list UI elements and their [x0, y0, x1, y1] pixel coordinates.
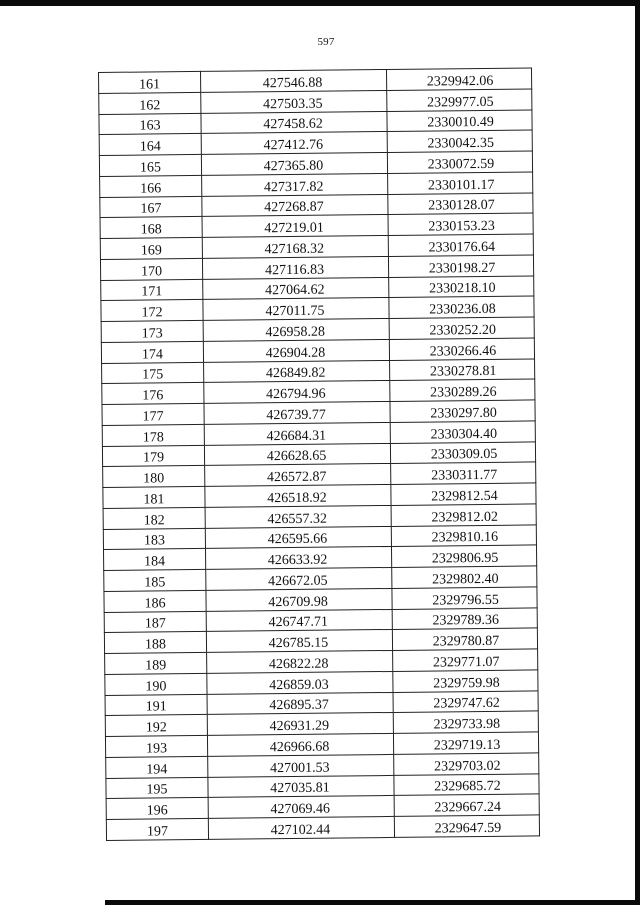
cell-text: 2329977.05: [427, 94, 494, 111]
cell-text: 171: [141, 284, 163, 300]
cell-text: 170: [141, 263, 163, 280]
cell-text: 426739.77: [266, 407, 326, 424]
point-number-cell: [102, 383, 204, 405]
cell-text: 179: [142, 450, 165, 466]
cell-text: 183: [143, 533, 165, 549]
y-coordinate-cell: [390, 421, 535, 443]
cell-text: 427035.81: [270, 780, 330, 797]
cell-text: 197: [146, 824, 169, 840]
cell-text: 181: [143, 492, 165, 508]
cell-text: 426595.66: [267, 532, 328, 548]
cell-text: 426794.96: [266, 386, 326, 403]
cell-text: 2330236.08: [429, 301, 496, 318]
cell-text: 192: [145, 720, 167, 736]
cell-text: 426557.32: [267, 511, 328, 527]
cell-text: 186: [144, 595, 166, 612]
y-coordinate-cell: [387, 151, 532, 173]
x-coordinate-cell: [205, 505, 391, 528]
point-number-cell: [105, 735, 207, 757]
cell-text: 191: [145, 699, 167, 715]
point-number-cell: [105, 715, 207, 737]
y-coordinate-cell: [389, 275, 534, 297]
cell-text: 177: [142, 409, 164, 425]
table-row: [106, 815, 539, 840]
cell-text: 426518.92: [267, 490, 327, 507]
x-coordinate-cell: [205, 484, 391, 507]
x-coordinate-cell: [202, 235, 388, 258]
y-coordinate-cell: [388, 192, 533, 214]
cell-text: 427102.44: [270, 822, 331, 839]
x-coordinate-cell: [204, 443, 390, 466]
cell-text: 190: [145, 678, 167, 695]
y-coordinate-cell: [387, 130, 532, 152]
point-number-cell: [106, 798, 208, 820]
cell-text: 426672.05: [268, 573, 328, 590]
cell-text: 185: [144, 575, 166, 591]
y-coordinate-cell: [388, 234, 533, 256]
cell-text: 427168.32: [264, 241, 325, 258]
x-coordinate-cell: [206, 588, 392, 611]
y-coordinate-cell: [394, 794, 539, 816]
cell-text: 426966.68: [269, 739, 330, 756]
x-coordinate-cell: [201, 152, 387, 175]
cell-text: 427011.75: [265, 303, 325, 320]
cell-text: 2329759.98: [433, 675, 500, 692]
cell-text: 196: [146, 803, 168, 819]
cell-text: 426747.71: [268, 614, 329, 631]
y-coordinate-cell: [394, 815, 539, 837]
cell-text: 2330266.46: [429, 343, 497, 360]
cell-text: 169: [140, 243, 162, 259]
cell-text: 2330289.26: [430, 384, 497, 401]
cell-text: 173: [141, 326, 163, 342]
point-number-cell: [101, 320, 203, 342]
cell-text: 2329747.62: [433, 696, 500, 712]
cell-text: 426822.28: [268, 656, 329, 673]
point-number-cell: [102, 362, 204, 384]
cell-text: 2329810.16: [431, 530, 499, 546]
x-coordinate-cell: [202, 173, 388, 196]
cell-text: 178: [142, 429, 164, 446]
cell-text: 2330304.40: [430, 426, 498, 443]
point-number-cell: [106, 818, 208, 840]
x-coordinate-cell: [205, 464, 391, 487]
cell-text: 2329733.98: [433, 716, 501, 733]
y-coordinate-cell: [392, 587, 537, 609]
cell-text: 427268.87: [264, 200, 324, 216]
x-coordinate-cell: [203, 318, 389, 341]
y-coordinate-cell: [393, 732, 538, 754]
cell-text: 2330309.05: [430, 447, 498, 463]
y-coordinate-cell: [391, 462, 536, 484]
y-coordinate-cell: [393, 690, 538, 712]
x-coordinate-cell: [207, 671, 393, 694]
point-number-cell: [103, 486, 205, 508]
cell-text: 427458.62: [263, 117, 323, 133]
cell-text: 165: [139, 160, 162, 176]
cell-text: 175: [142, 367, 164, 383]
cell-text: 426931.29: [269, 718, 330, 735]
cell-text: 2329719.13: [433, 737, 501, 754]
cell-text: 427317.82: [263, 179, 324, 195]
y-coordinate-cell: [392, 566, 537, 588]
cell-text: 426572.87: [266, 469, 327, 486]
x-coordinate-cell: [201, 90, 387, 113]
cell-text: 427116.83: [265, 262, 325, 278]
cell-text: 184: [144, 554, 166, 570]
cell-text: 2330278.81: [429, 364, 497, 380]
y-coordinate-cell: [391, 545, 536, 567]
cell-text: 187: [144, 616, 166, 632]
cell-text: 426628.65: [266, 449, 327, 465]
x-coordinate-cell: [203, 298, 389, 321]
cell-text: 2330072.59: [427, 156, 495, 173]
point-number-cell: [104, 569, 206, 591]
point-number-cell: [103, 466, 205, 488]
cell-text: 2329806.95: [431, 550, 499, 567]
cell-text: 2329685.72: [434, 779, 501, 795]
cell-text: 427546.88: [262, 75, 323, 92]
cell-text: 426684.31: [266, 428, 327, 444]
x-coordinate-cell: [207, 650, 393, 673]
cell-text: 2329812.54: [431, 488, 498, 505]
y-coordinate-cell: [389, 338, 534, 360]
y-coordinate-cell: [386, 68, 531, 90]
cell-text: 426895.37: [269, 697, 329, 714]
x-coordinate-cell: [206, 609, 392, 632]
cell-text: 2330010.49: [427, 115, 494, 131]
cell-text: 162: [139, 97, 161, 114]
cell-text: 194: [146, 761, 168, 778]
scan-edge-bottom: [105, 900, 640, 905]
x-coordinate-cell: [202, 256, 388, 279]
cell-text: 427219.01: [264, 220, 324, 237]
scan-edge-top: [0, 0, 640, 6]
point-number-cell: [106, 777, 208, 799]
cell-text: 2329667.24: [434, 799, 502, 816]
point-number-cell: [104, 590, 206, 612]
x-coordinate-cell: [205, 547, 391, 570]
coordinate-table-body: [99, 68, 540, 840]
y-coordinate-cell: [394, 773, 539, 795]
y-coordinate-cell: [389, 296, 534, 318]
point-number-cell: [105, 673, 207, 695]
x-coordinate-cell: [207, 692, 393, 715]
x-coordinate-cell: [207, 733, 393, 756]
cell-text: 161: [139, 77, 161, 93]
cell-text: 2329796.55: [432, 592, 499, 609]
cell-text: 2330218.10: [428, 281, 496, 297]
x-coordinate-cell: [202, 194, 388, 217]
cell-text: 164: [139, 139, 161, 155]
y-coordinate-cell: [390, 400, 535, 422]
cell-text: 176: [142, 388, 164, 404]
point-number-cell: [104, 632, 206, 654]
point-number-cell: [101, 300, 203, 322]
y-coordinate-cell: [393, 670, 538, 692]
point-number-cell: [102, 445, 204, 467]
y-coordinate-cell: [388, 172, 533, 194]
cell-text: 2330252.20: [429, 322, 497, 339]
cell-text: 182: [143, 512, 165, 529]
x-coordinate-cell: [208, 775, 394, 798]
cell-text: 427412.76: [263, 137, 324, 154]
cell-text: 2330198.27: [428, 260, 496, 277]
x-coordinate-cell: [201, 132, 387, 155]
point-number-cell: [99, 71, 201, 93]
point-number-cell: [103, 528, 205, 550]
cell-text: 2329942.06: [426, 73, 494, 90]
point-number-cell: [105, 652, 207, 674]
page-number: 597: [317, 36, 335, 48]
cell-text: 172: [141, 305, 163, 321]
point-number-cell: [105, 694, 207, 716]
cell-text: 193: [146, 741, 168, 757]
y-coordinate-cell: [390, 441, 535, 463]
cell-text: 426709.98: [268, 594, 328, 610]
cell-text: 426633.92: [267, 552, 328, 569]
point-number-cell: [99, 154, 201, 176]
x-coordinate-cell: [206, 567, 392, 590]
point-number-cell: [102, 403, 204, 425]
point-number-cell: [106, 756, 208, 778]
point-number-cell: [104, 611, 206, 633]
cell-text: 2329703.02: [433, 758, 501, 775]
x-coordinate-cell: [204, 401, 390, 424]
cell-text: 2330101.17: [427, 177, 495, 194]
coordinate-table-container: [98, 67, 536, 840]
y-coordinate-cell: [391, 504, 536, 526]
cell-text: 2329771.07: [432, 654, 500, 671]
point-number-cell: [100, 217, 202, 239]
cell-text: 2330153.23: [428, 218, 495, 235]
cell-text: 2329780.87: [432, 633, 500, 650]
cell-text: 2330128.07: [428, 198, 495, 214]
cell-text: 168: [140, 222, 162, 238]
cell-text: 427365.80: [263, 158, 324, 175]
y-coordinate-cell: [387, 109, 532, 131]
coordinate-table: [98, 67, 540, 840]
cell-text: 166: [140, 180, 162, 197]
cell-text: 180: [143, 471, 165, 487]
cell-text: 2329789.36: [432, 613, 500, 629]
point-number-cell: [99, 92, 201, 114]
point-number-cell: [103, 507, 205, 529]
y-coordinate-cell: [392, 628, 537, 650]
x-coordinate-cell: [204, 422, 390, 445]
point-number-cell: [100, 258, 202, 280]
cell-text: 2330297.80: [430, 405, 497, 422]
x-coordinate-cell: [204, 381, 390, 404]
cell-text: 426958.28: [265, 324, 326, 341]
x-coordinate-cell: [208, 754, 394, 777]
y-coordinate-cell: [390, 358, 535, 380]
x-coordinate-cell: [200, 69, 386, 92]
point-number-cell: [100, 196, 202, 218]
x-coordinate-cell: [208, 796, 394, 819]
cell-text: 188: [144, 637, 167, 653]
point-number-cell: [100, 175, 202, 197]
cell-text: 426785.15: [268, 635, 329, 652]
x-coordinate-cell: [204, 360, 390, 383]
cell-text: 427069.46: [270, 801, 331, 818]
cell-text: 427064.62: [264, 283, 325, 299]
x-coordinate-cell: [207, 713, 393, 736]
y-coordinate-cell: [394, 753, 539, 775]
y-coordinate-cell: [389, 317, 534, 339]
x-coordinate-cell: [201, 111, 387, 134]
y-coordinate-cell: [387, 89, 532, 111]
x-coordinate-cell: [202, 215, 388, 238]
cell-text: 2329647.59: [434, 820, 502, 837]
y-coordinate-cell: [388, 213, 533, 235]
cell-text: 426904.28: [265, 345, 326, 361]
cell-text: 167: [140, 201, 162, 217]
point-number-cell: [102, 424, 204, 446]
cell-text: 2330042.35: [427, 135, 495, 152]
y-coordinate-cell: [392, 607, 537, 629]
x-coordinate-cell: [203, 339, 389, 362]
cell-text: 427503.35: [263, 96, 323, 112]
y-coordinate-cell: [391, 524, 536, 546]
x-coordinate-cell: [206, 630, 392, 653]
cell-text: 195: [146, 782, 168, 798]
x-coordinate-cell: [205, 526, 391, 549]
cell-text: 2329802.40: [432, 571, 499, 588]
x-coordinate-cell: [208, 816, 394, 839]
y-coordinate-cell: [390, 379, 535, 401]
point-number-cell: [100, 237, 202, 259]
point-number-cell: [101, 279, 203, 301]
cell-text: 426859.03: [269, 677, 329, 693]
y-coordinate-cell: [393, 711, 538, 733]
cell-text: 163: [139, 118, 161, 134]
cell-text: 2330311.77: [431, 467, 498, 484]
x-coordinate-cell: [203, 277, 389, 300]
y-coordinate-cell: [393, 649, 538, 671]
cell-text: 2330176.64: [428, 239, 496, 256]
cell-text: 189: [145, 658, 167, 674]
point-number-cell: [101, 341, 203, 363]
y-coordinate-cell: [391, 483, 536, 505]
cell-text: 174: [141, 346, 164, 363]
cell-text: 426849.82: [265, 366, 326, 382]
y-coordinate-cell: [388, 255, 533, 277]
point-number-cell: [99, 134, 201, 156]
cell-text: 2329812.02: [431, 509, 499, 526]
point-number-cell: [104, 549, 206, 571]
cell-text: 427001.53: [269, 760, 330, 776]
scan-edge-right: [635, 0, 640, 905]
point-number-cell: [99, 113, 201, 135]
